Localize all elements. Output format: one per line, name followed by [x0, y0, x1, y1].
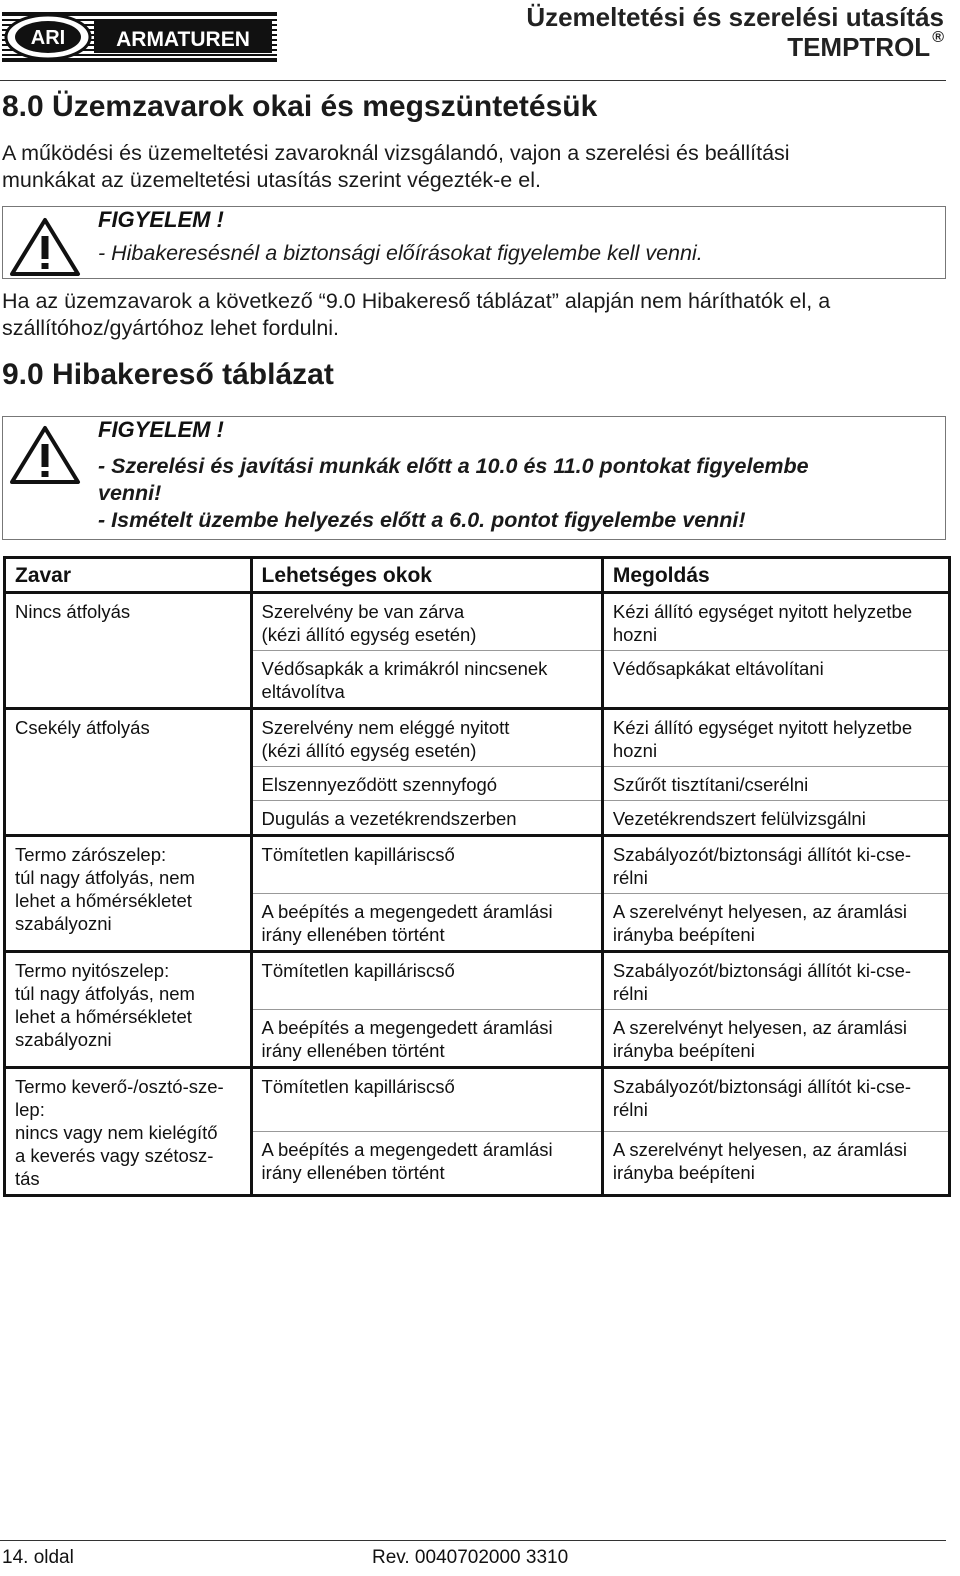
registered-mark: ® [932, 29, 944, 47]
solution-cell [602, 651, 949, 709]
cell-line: A szerelvényt helyesen, az áramlási [612, 1017, 907, 1038]
cell-line: Kézi állító egységet nyitott helyzetbe [612, 717, 913, 738]
warning-triangle-icon [9, 425, 81, 485]
cause-cell [251, 801, 602, 836]
section-9-heading: 9.0 Hibakereső táblázat [2, 358, 334, 391]
cell-line: Dugulás a vezetékrendszerben [261, 808, 517, 829]
cause-cell [251, 593, 602, 651]
header-causes: Lehetséges okok [251, 558, 602, 593]
ari-armaturen-logo [2, 12, 277, 62]
cell-line: Kézi állító egységet nyitott helyzetbe [612, 601, 913, 622]
cell-line: Szabályozót/biztonsági állítót ki-cse- [612, 1076, 912, 1097]
cell-line: Védősapkákat eltávolítani [612, 658, 824, 679]
cell-line: túl nagy átfolyás, nem [15, 867, 195, 888]
cell-line: irány ellenében történt [261, 924, 445, 945]
table-row [5, 952, 950, 1010]
header-fault: Zavar [5, 558, 252, 593]
cell-line: rélni [612, 1099, 648, 1120]
header-rule [0, 80, 946, 81]
section-8-outro [2, 288, 932, 342]
cell-line: Szerelvény nem eléggé nyitott [261, 717, 510, 738]
cell-line: nincs vagy nem kielégítő [15, 1122, 218, 1143]
warning-triangle-icon [9, 217, 81, 277]
cell-line: Vezetékrendszert felülvizsgálni [612, 808, 866, 829]
solution-cell [602, 709, 949, 767]
fault-cell [5, 1068, 252, 1196]
outro-line: Ha az üzemzavarok a következő “9.0 Hibakereső táblázat” alapján nem háríthatók el, a [2, 289, 831, 313]
cell-line: irány ellenében történt [261, 1040, 445, 1061]
outro-line: szállítóhoz/gyártóhoz lehet fordulni. [2, 316, 340, 340]
cell-line: A szerelvényt helyesen, az áramlási [612, 901, 907, 922]
cell-line: szabályozni [15, 1029, 112, 1050]
cell-line: eltávolítva [261, 681, 345, 702]
warning-box-1 [2, 206, 946, 279]
fault-cell [5, 593, 252, 709]
cell-line: irány ellenében történt [261, 1162, 445, 1183]
warning-box-2 [2, 416, 946, 540]
cell-line: rélni [612, 867, 648, 888]
cell-line: szabályozni [15, 913, 112, 934]
cell-line: rélni [612, 983, 648, 1004]
warning-line: - Ismételt üzembe helyezés előtt a 6.0. pontot figyelembe venni! [98, 508, 746, 532]
solution-cell [602, 801, 949, 836]
cell-line: tás [15, 1168, 40, 1189]
cell-line: A szerelvényt helyesen, az áramlási [612, 1139, 907, 1160]
cell-line: Szabályozót/biztonsági állítót ki-cse- [612, 844, 912, 865]
cell-line: A beépítés a megengedett áramlási [261, 1139, 553, 1160]
table-row [5, 1068, 950, 1132]
solution-cell [602, 952, 949, 1010]
document-title: Üzemeltetési és szerelési utasítás [526, 2, 944, 32]
cause-cell [251, 651, 602, 709]
section-8-heading: 8.0 Üzemzavarok okai és megszüntetésük [2, 90, 598, 123]
cell-line: irányba beépíteni [612, 924, 755, 945]
cell-line: Termo nyitószelep: [15, 960, 170, 981]
cell-line: Tömítetlen kapilláriscső [261, 1076, 455, 1097]
cell-line: irányba beépíteni [612, 1040, 755, 1061]
table-header-row [5, 558, 950, 593]
header-solution: Megoldás [602, 558, 949, 593]
cause-cell [251, 1010, 602, 1068]
troubleshooting-table [3, 556, 951, 1197]
cell-line: Termo keverő-/osztó-sze- [15, 1076, 224, 1097]
cell-line: a keverés vagy szétosz- [15, 1145, 214, 1166]
table-row [5, 709, 950, 767]
warning-text [98, 453, 918, 534]
cell-line: (kézi állító egység esetén) [261, 624, 477, 645]
solution-cell [602, 1068, 949, 1132]
cause-cell [251, 836, 602, 894]
cell-line: Védősapkák a krimákról nincsenek [261, 658, 548, 679]
solution-cell [602, 1132, 949, 1196]
solution-cell [602, 767, 949, 801]
product-name [787, 29, 944, 63]
fault-cell [5, 836, 252, 952]
fault-cell [5, 952, 252, 1068]
solution-cell [602, 1010, 949, 1068]
intro-line: munkákat az üzemeltetési utasítás szerint végezték-e el. [2, 168, 541, 192]
fault-cell [5, 709, 252, 836]
cell-line: Szerelvény be van zárva [261, 601, 465, 622]
cell-line: lehet a hőmérsékletet [15, 890, 192, 911]
page-number: 14. oldal [2, 1547, 74, 1568]
footer-rule [0, 1540, 946, 1541]
solution-cell [602, 894, 949, 952]
cell-line: Szűrőt tisztítani/cserélni [612, 774, 809, 795]
warning-line: venni! [98, 481, 162, 505]
table-row [5, 593, 950, 651]
warning-title: FIGYELEM ! [98, 417, 224, 442]
cell-line: A beépítés a megengedett áramlási [261, 901, 553, 922]
cell-line: Nincs átfolyás [15, 601, 131, 622]
cell-line: lehet a hőmérsékletet [15, 1006, 192, 1027]
table-body [5, 593, 950, 1196]
revision-number: Rev. 0040702000 3310 [372, 1547, 569, 1568]
cell-line: Termo zárószelep: [15, 844, 167, 865]
section-8-intro [2, 140, 932, 194]
product-name-text: TEMPTROL [787, 32, 931, 62]
warning-text: - Hibakeresésnél a biztonsági előírásokat figyelembe kell venni. [98, 241, 703, 265]
cause-cell [251, 952, 602, 1010]
cause-cell [251, 1068, 602, 1132]
solution-cell [602, 593, 949, 651]
cause-cell [251, 894, 602, 952]
cell-line: Tömítetlen kapilláriscső [261, 960, 455, 981]
warning-line: - Szerelési és javítási munkák előtt a 10.0 és 11.0 pontokat figyelembe [98, 454, 809, 478]
cell-line: Csekély átfolyás [15, 717, 150, 738]
solution-cell [602, 836, 949, 894]
table-row [5, 836, 950, 894]
intro-line: A működési és üzemeltetési zavaroknál vizsgálandó, vajon a szerelési és beállítási [2, 141, 790, 165]
cell-line: Szabályozót/biztonsági állítót ki-cse- [612, 960, 912, 981]
warning-title: FIGYELEM ! [98, 207, 224, 232]
cause-cell [251, 709, 602, 767]
cell-line: (kézi állító egység esetén) [261, 740, 477, 761]
cell-line: Tömítetlen kapilláriscső [261, 844, 455, 865]
cell-line: Elszennyeződött szennyfogó [261, 774, 498, 795]
cell-line: lep: [15, 1099, 45, 1120]
cell-line: túl nagy átfolyás, nem [15, 983, 195, 1004]
logo-ari-text: ARI [30, 27, 66, 49]
logo-brand-text: ARMATUREN [116, 28, 250, 51]
cell-line: hozni [612, 740, 658, 761]
cause-cell [251, 1132, 602, 1196]
cell-line: irányba beépíteni [612, 1162, 755, 1183]
cell-line: A beépítés a megengedett áramlási [261, 1017, 553, 1038]
cell-line: hozni [612, 624, 658, 645]
cause-cell [251, 767, 602, 801]
